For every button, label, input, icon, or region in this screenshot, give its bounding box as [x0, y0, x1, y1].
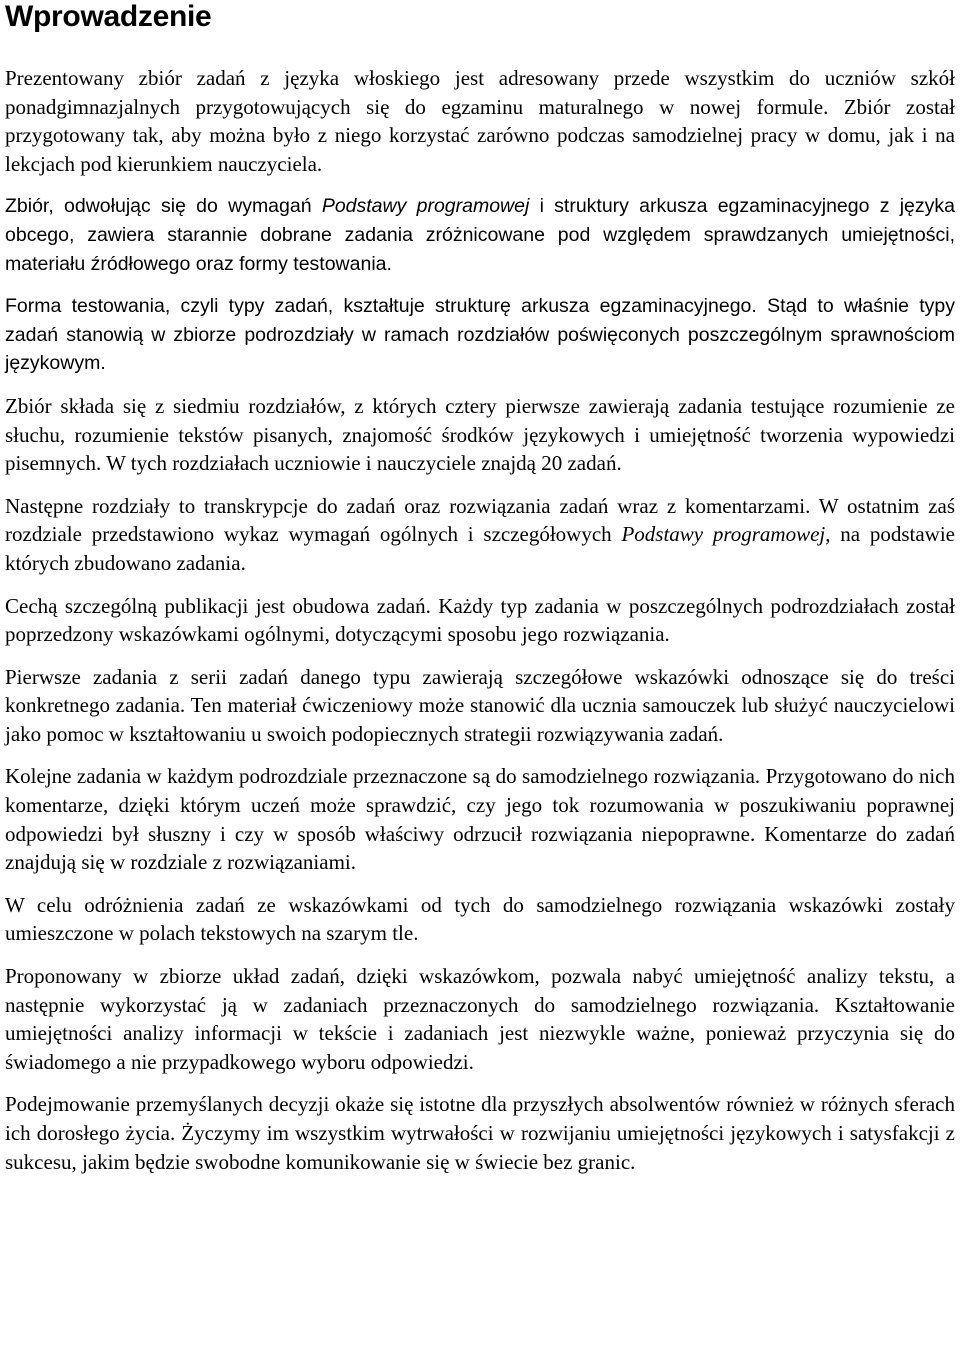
paragraph-test-form: Forma testowania, czyli typy zadań, kształtuje strukturę arkusza egzaminacyjnego. Stąd to właśnie typy zadań stanowią w zbiorze podrozdziały w ramach rozdziałów poświęconych poszczególnym sprawnościom językowym. — [5, 295, 955, 375]
paragraph-feature: Cechą szczególną publikacji jest obudowa zadań. Każdy typ zadania w poszczególnych podrozdziałach został poprzedzony wskazówkami ogólnymi, dotyczącymi sposobu jego rozwiązania. — [5, 593, 955, 647]
paragraph-intro: Prezentowany zbiór zadań z języka włoskiego jest adresowany przede wszystkim do uczniów szkół ponadgimnazjalnych przygotowujących się do egzaminu maturalnego w nowej formule. Zbiór został przygotowany tak, aby można było z niego korzystać zarówno podczas samodzielnej pracy w domu, jak i na lekcjach pod kierunkiem nauczyciela. — [5, 66, 955, 176]
paragraph-next-tasks: Kolejne zadania w każdym podrozdziale przeznaczone są do samodzielnego rozwiązania. Przygotowano do nich komentarze, dzięki którym uczeń może sprawdzić, czy jego tok rozumowania w poszukiwaniu poprawnej odpowiedzi był słuszny i czy w sposób właściwy odrzucił rozwiązania niepoprawne. Komentarze do zadań znajdują się w rozdziale z rozwiązaniami. — [5, 764, 955, 875]
paragraph-next-chapters-end: , na podstawie których zbudowano zadania. — [5, 522, 956, 575]
paragraph-next-chapters-start: Następne rozdziały to transkrypcje do zadań oraz rozwiązania zadań wraz z komentarzami. W ostatnim zaś rozdziale przedstawiono wykaz wymagań ogólnych i szczegółowych — [5, 493, 955, 547]
paragraph-requirements-start: Zbiór, odwołując się do wymagań — [5, 195, 322, 218]
paragraph-chapters: Zbiór składa się z siedmiu rozdziałów, z których cztery pierwsze zawierają zadania testujące rozumienie ze słuchu, rozumienie tekstów pisanych, znajomość środków językowych i umiejętność tworzenia wypowiedzi pisemnych. W tych rozdziałach uczniowie i nauczyciele znajdą 20 zadań. — [5, 393, 955, 476]
paragraph-requirements — [5, 192, 955, 278]
page-title: Wprowadzenie — [5, 0, 212, 33]
paragraph-closing: Podejmowanie przemyślanych decyzji okaże się istotne dla przyszłych absolwentów również w różnych sferach ich dorosłego życia. Życzymy im wszystkim wytrwałości w rozwijaniu umiejętności językowych i satysfakcji z sukcesu, jakim będzie swobodne komunikowanie się w świecie bez granic. — [5, 1092, 955, 1174]
paragraph-next-chapters — [5, 492, 955, 578]
paragraph-requirements-emphasis: Podstawy programowej — [321, 195, 530, 218]
paragraph-next-chapters-emphasis: Podstawy programowej — [621, 522, 826, 547]
document-page — [5, 0, 955, 1176]
paragraph-first-tasks: Pierwsze zadania z serii zadań danego typu zawierają szczegółowe wskazówki odnoszące się do treści konkretnego zadania. Ten materiał ćwiczeniowy może stanowić dla ucznia samouczek lub służyć nauczycielowi jako pomoc w kształtowaniu u swoich podopiecznych strategii rozwiązywania zadań. — [5, 664, 955, 746]
paragraph-gray-boxes: W celu odróżnienia zadań ze wskazówkami od tych do samodzielnego rozwiązania wskazówki zostały umieszczone w polach tekstowych na szarym tle. — [5, 892, 955, 946]
paragraph-layout: Proponowany w zbiorze układ zadań, dzięki wskazówkom, pozwala nabyć umiejętność analizy tekstu, a następnie wykorzystać ją w zadaniach przeznaczonych do samodzielnego rozwiązania. Kształtowanie umiejętności analizy informacji w tekście i zadaniach jest niezwykle ważne, ponieważ przyczynia się do świadomego a nie przypadkowego wyboru odpowiedzi. — [5, 964, 955, 1074]
paragraph-requirements-end: i struktury arkusza egzaminacyjnego z języka obcego, zawiera starannie dobrane zadania zróżnicowane pod względem sprawdzanych umiejętności, materiału źródłowego oraz formy testowania. — [5, 195, 955, 275]
